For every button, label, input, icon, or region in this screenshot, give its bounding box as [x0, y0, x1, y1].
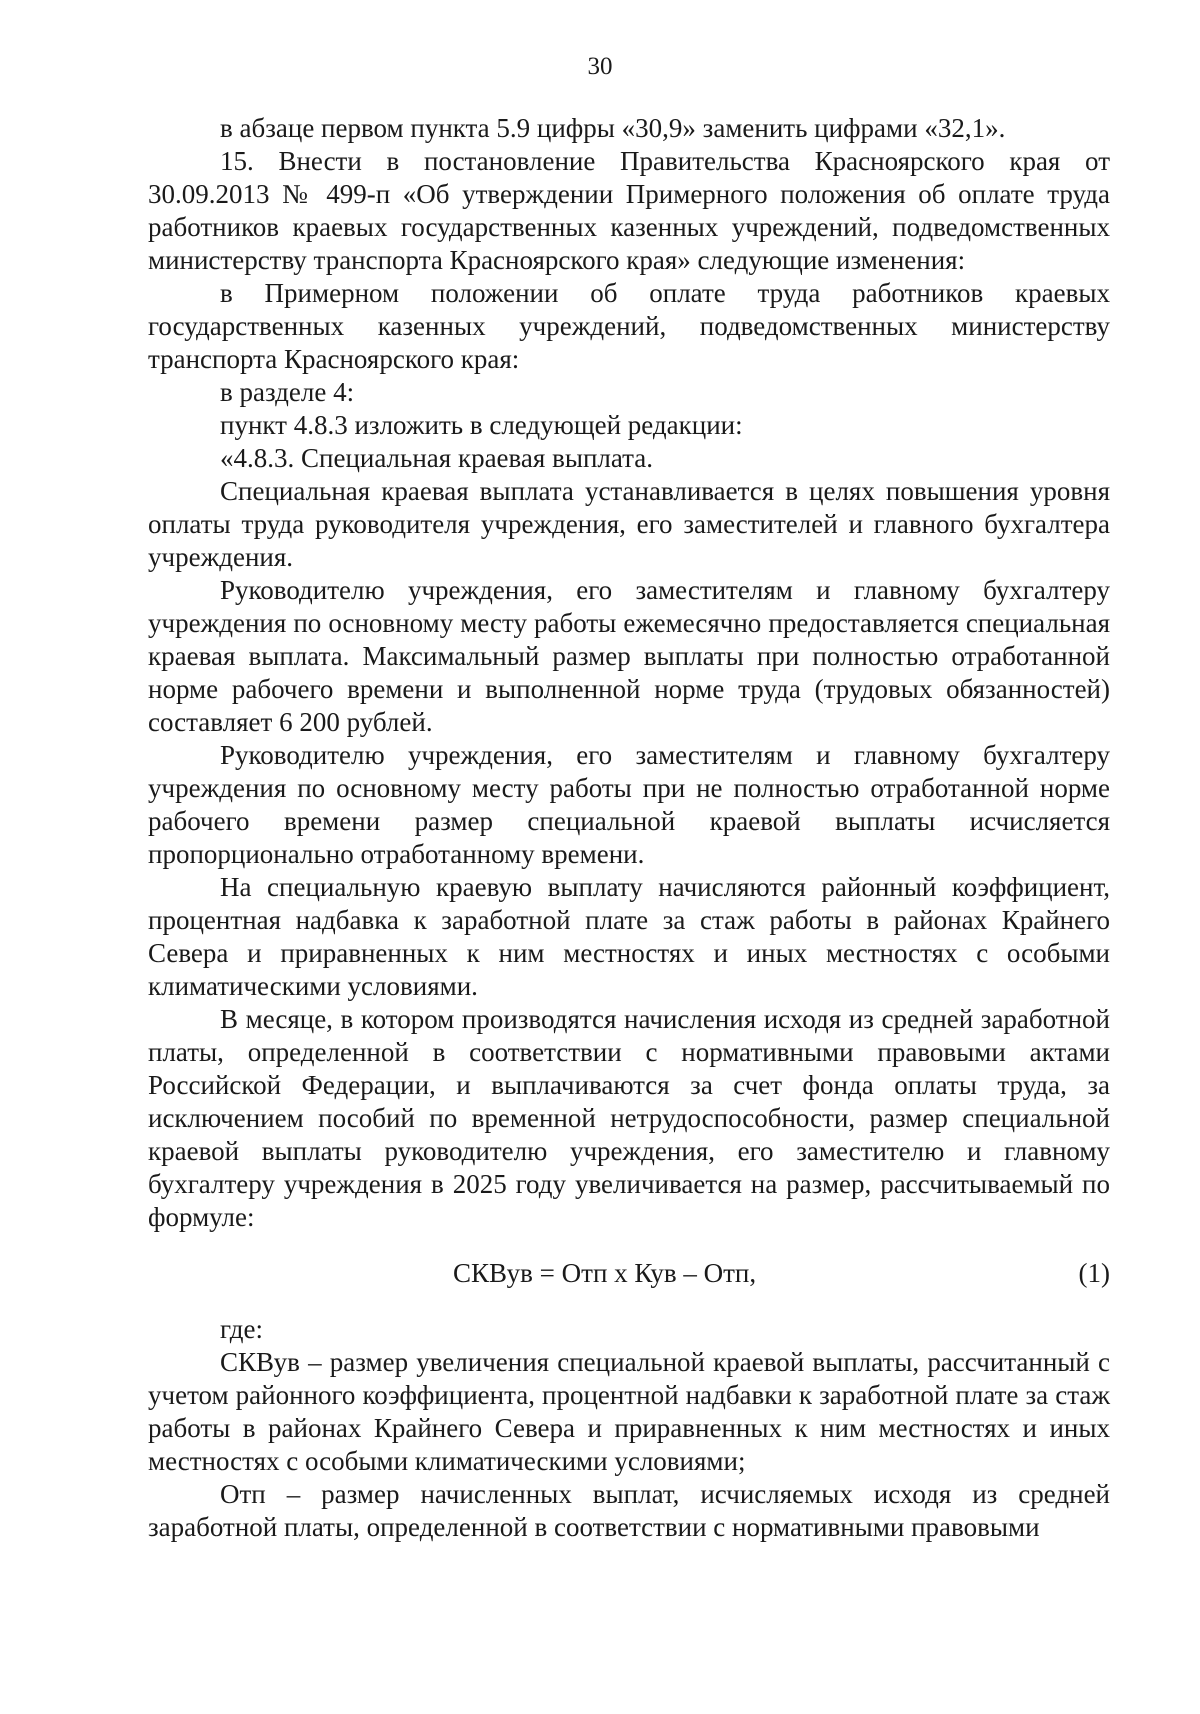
paragraph-item-15: 15. Внести в постановление Правительства Красноярского края от 30.09.2013 № 499-п «Об утверждении Примерного положения об оплате труда работников краевых государственных казенных учреждений, подведомственных министерству транспорта Красноярского края» следующие изменения: [148, 146, 1110, 275]
paragraph-definition-skvuv: СКВув – размер увеличения специальной краевой выплаты, рассчитанный с учетом районного коэффициента, процентной надбавки к заработной плате за стаж работы в районах Крайнего Севера и приравненных к ним местностях и иных местностях с особыми климатическими условиями; [148, 1347, 1110, 1476]
page-number: 30 [587, 53, 613, 80]
paragraph-section-4: в разделе 4: [220, 377, 355, 407]
paragraph-max-amount: Руководителю учреждения, его заместителям и главному бухгалтеру учреждения по основному месту работы ежемесячно предоставляется специальная краевая выплата. Максимальный размер выплаты при полностью отработанной норме рабочего времени и выполненной норме труда (трудовых обязанностей) составляет 6 200 рублей. [148, 575, 1110, 737]
paragraph-coefficients: На специальную краевую выплату начисляются районный коэффициент, процентная надбавка к заработной плате за стаж работы в районах Крайнего Севера и приравненных к ним местностях и иных местностях с особыми климатическими условиями. [148, 872, 1110, 1001]
formula: СКВув = Отп х Кув – Отп, [453, 1258, 757, 1288]
formula-row [148, 1257, 1110, 1290]
formula-number: (1) [1078, 1258, 1110, 1288]
paragraph-point-4-8-3: пункт 4.8.3 изложить в следующей редакции: [220, 410, 743, 440]
document-body [148, 112, 1110, 1544]
paragraph-where: где: [220, 1314, 263, 1344]
paragraph-proportional: Руководителю учреждения, его заместителям и главному бухгалтеру учреждения по основному месту работы при не полностью отработанной норме рабочего времени размер специальной краевой выплаты исчисляется пропорционально отработанному времени. [148, 740, 1110, 869]
paragraph-definition-otp: Отп – размер начисленных выплат, исчисляемых исходя из средней заработной платы, определенной в соответствии с нормативными правовыми [148, 1479, 1110, 1542]
paragraph-regulation-ref: в Примерном положении об оплате труда работников краевых государственных казенных учреждений, подведомственных министерству транспорта Красноярского края: [148, 278, 1110, 374]
paragraph-increase-2025: В месяце, в котором производятся начисления исходя из средней заработной платы, определенной в соответствии с нормативными правовыми актами Российской Федерации, и выплачиваются за счет фонда оплаты труда, за исключением пособий по временной нетрудоспособности, размер специальной краевой выплаты руководителю учреждения, его заместителю и главному бухгалтеру учреждения в 2025 году увеличивается на размер, рассчитываемый по формуле: [148, 1004, 1110, 1232]
paragraph-purpose: Специальная краевая выплата устанавливается в целях повышения уровня оплаты труда руководителя учреждения, его заместителей и главного бухгалтера учреждения. [148, 476, 1110, 572]
paragraph-amendment-5-9: в абзаце первом пункта 5.9 цифры «30,9» заменить цифрами «32,1». [220, 113, 1006, 143]
paragraph-heading-4-8-3: «4.8.3. Специальная краевая выплата. [220, 443, 654, 473]
